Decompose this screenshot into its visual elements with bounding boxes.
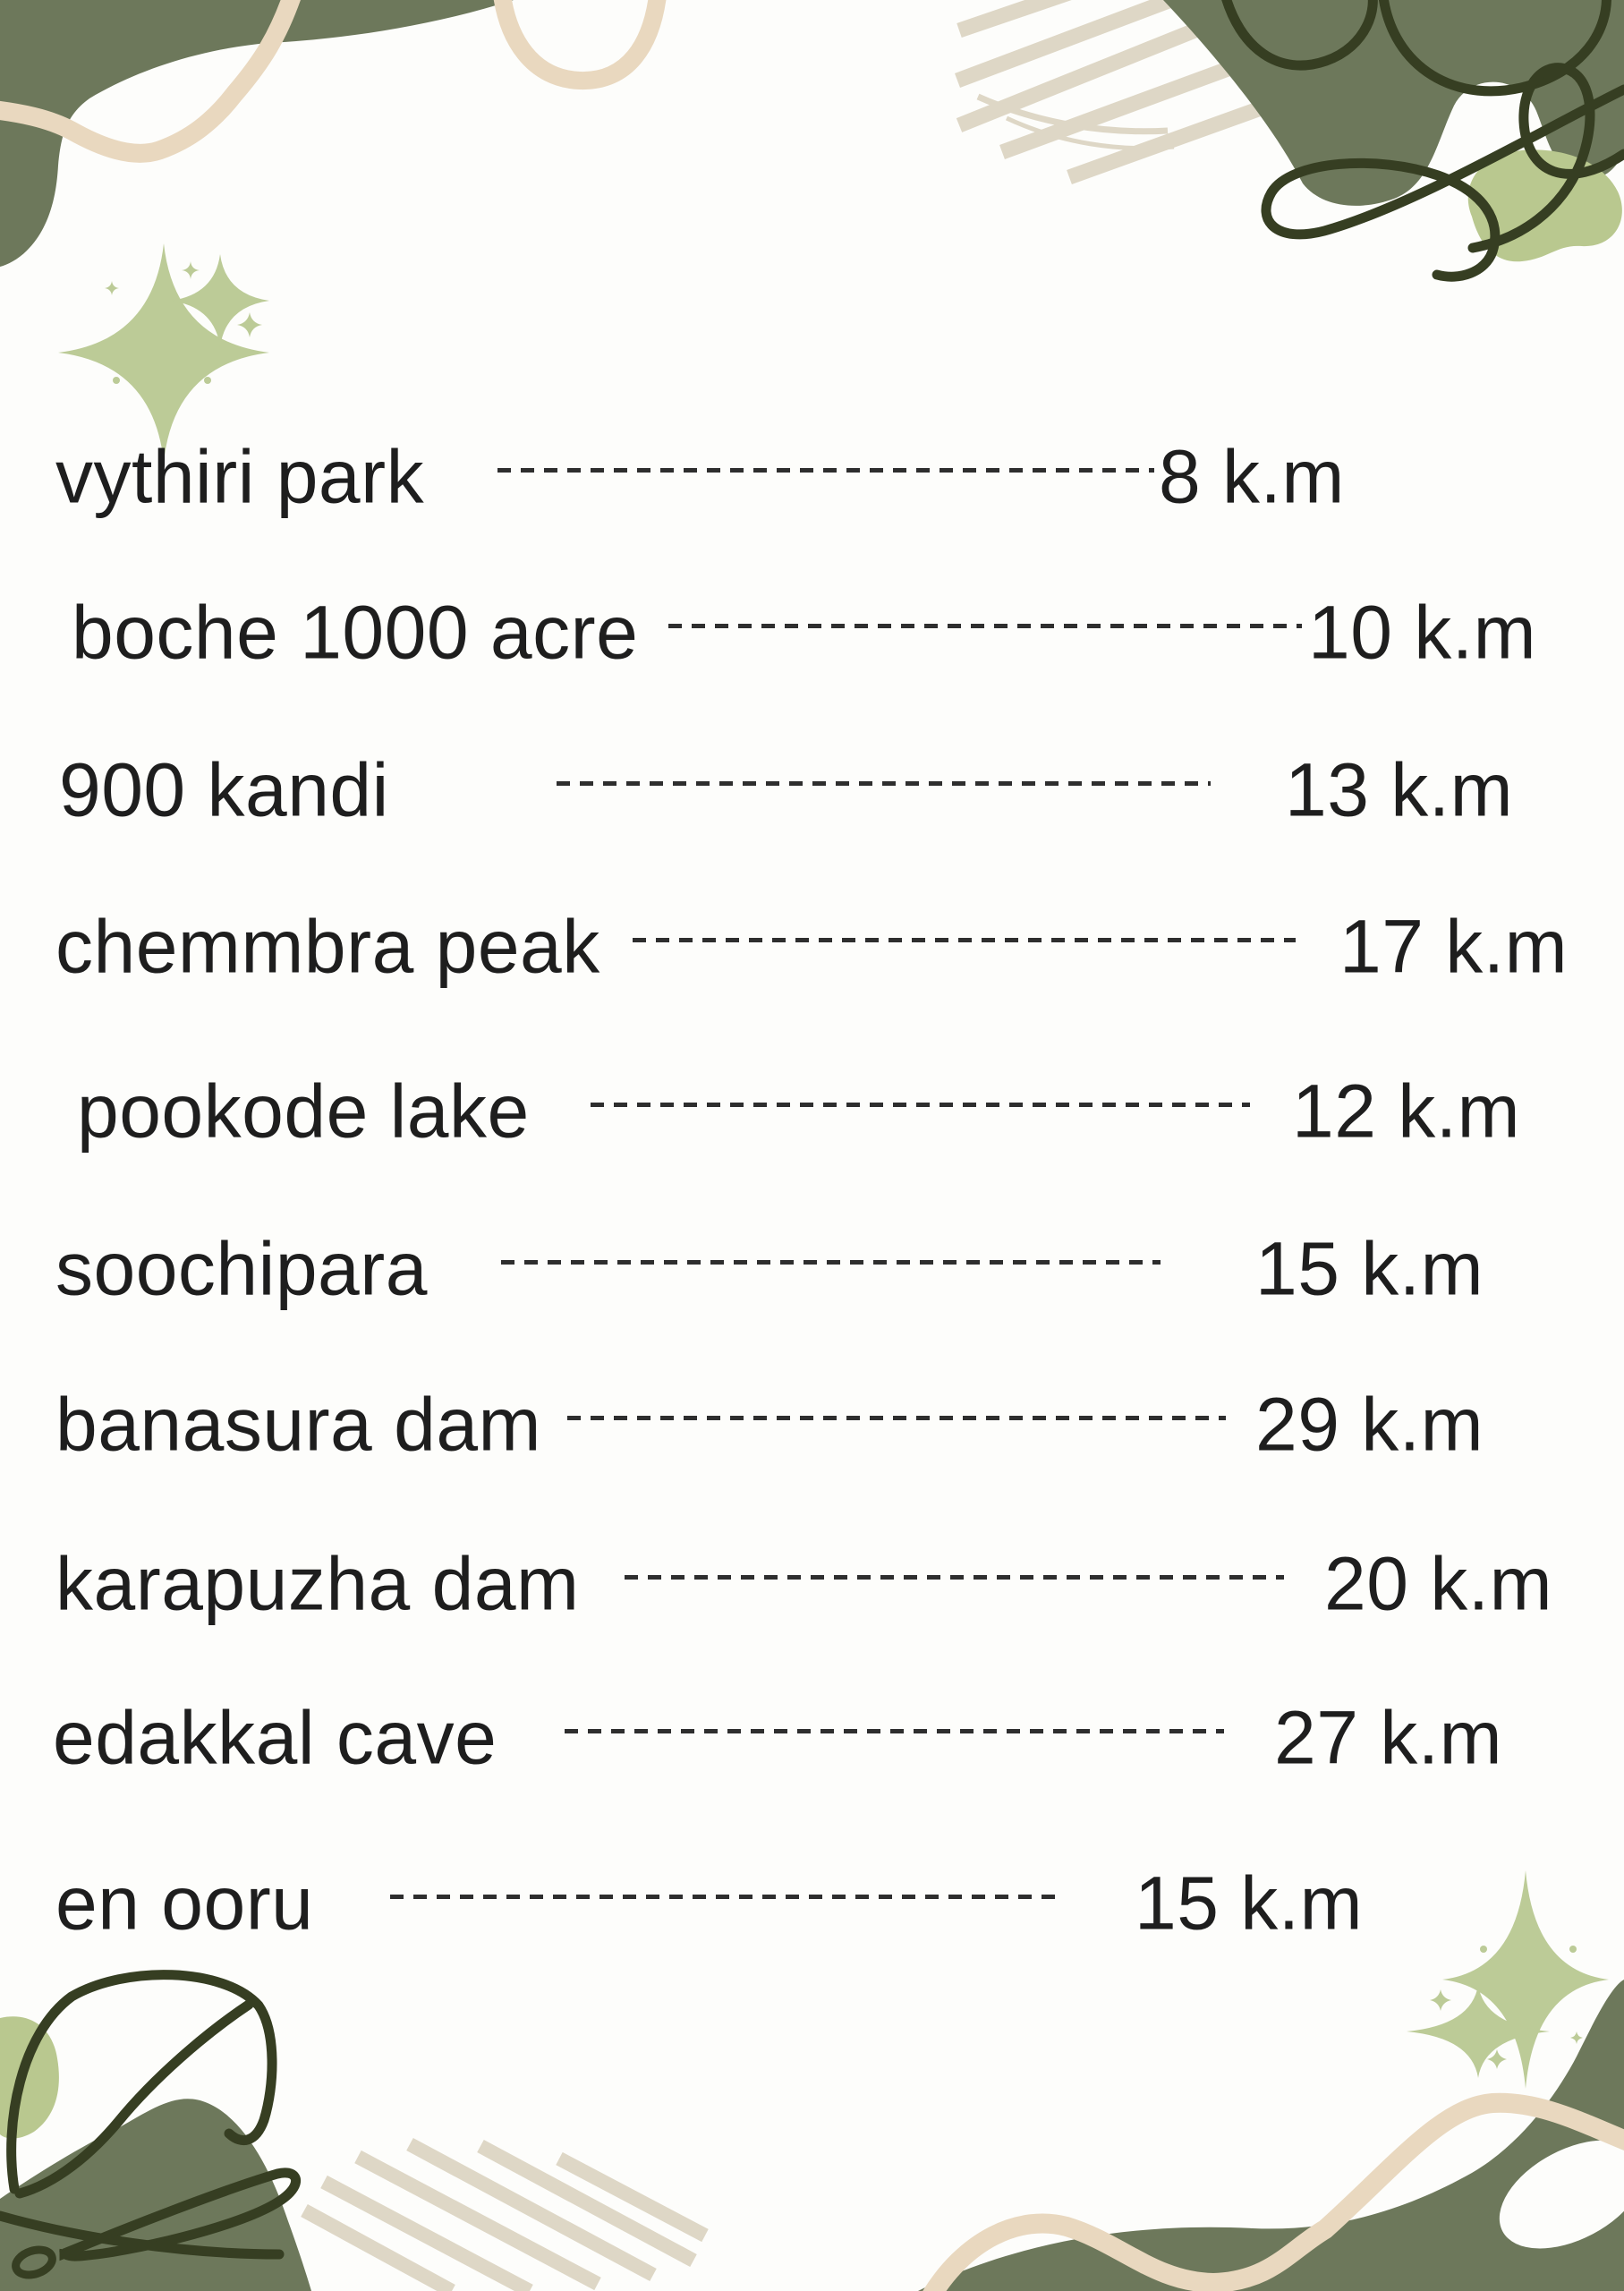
distance-value: 8 k.m <box>1159 434 1345 519</box>
distance-value: 12 k.m <box>1292 1069 1521 1154</box>
list-row <box>0 1684 1624 1792</box>
place-name: boche 1000 acre <box>72 590 639 675</box>
place-name: soochipara <box>55 1226 428 1311</box>
place-name: banasura dam <box>55 1382 542 1467</box>
list-row <box>0 579 1624 686</box>
distance-value: 13 k.m <box>1285 747 1514 832</box>
list-row <box>0 1215 1624 1323</box>
list-row <box>0 737 1624 844</box>
list-row <box>0 423 1624 531</box>
dotted-leader-line <box>567 1416 1226 1420</box>
list-row <box>0 1058 1624 1165</box>
list-row <box>0 1371 1624 1478</box>
list-row <box>0 1530 1624 1638</box>
place-name: chemmbra peak <box>55 904 600 989</box>
place-name: edakkal cave <box>53 1695 497 1780</box>
dotted-leader-line <box>625 1575 1284 1580</box>
dotted-leader-line <box>497 468 1154 473</box>
dotted-leader-line <box>557 781 1211 786</box>
place-name: 900 kandi <box>59 747 389 832</box>
place-name: en ooru <box>55 1861 314 1946</box>
dotted-leader-line <box>390 1895 1055 1899</box>
list-row <box>0 1850 1624 1957</box>
distance-value: 20 k.m <box>1324 1541 1553 1626</box>
place-name: vythiri park <box>55 434 425 519</box>
distance-value: 15 k.m <box>1135 1861 1364 1946</box>
distance-value: 10 k.m <box>1308 590 1537 675</box>
place-name: karapuzha dam <box>55 1541 580 1626</box>
distance-value: 29 k.m <box>1255 1382 1484 1467</box>
distance-value: 27 k.m <box>1274 1695 1503 1780</box>
dotted-leader-line <box>668 624 1302 628</box>
dotted-leader-line <box>501 1260 1161 1265</box>
distance-value: 17 k.m <box>1339 904 1569 989</box>
list-row <box>0 893 1624 1001</box>
place-name: pookode lake <box>77 1069 530 1154</box>
dotted-leader-line <box>565 1729 1224 1733</box>
distance-value: 15 k.m <box>1255 1226 1484 1311</box>
dotted-leader-line <box>633 938 1296 942</box>
dotted-leader-line <box>591 1103 1250 1107</box>
